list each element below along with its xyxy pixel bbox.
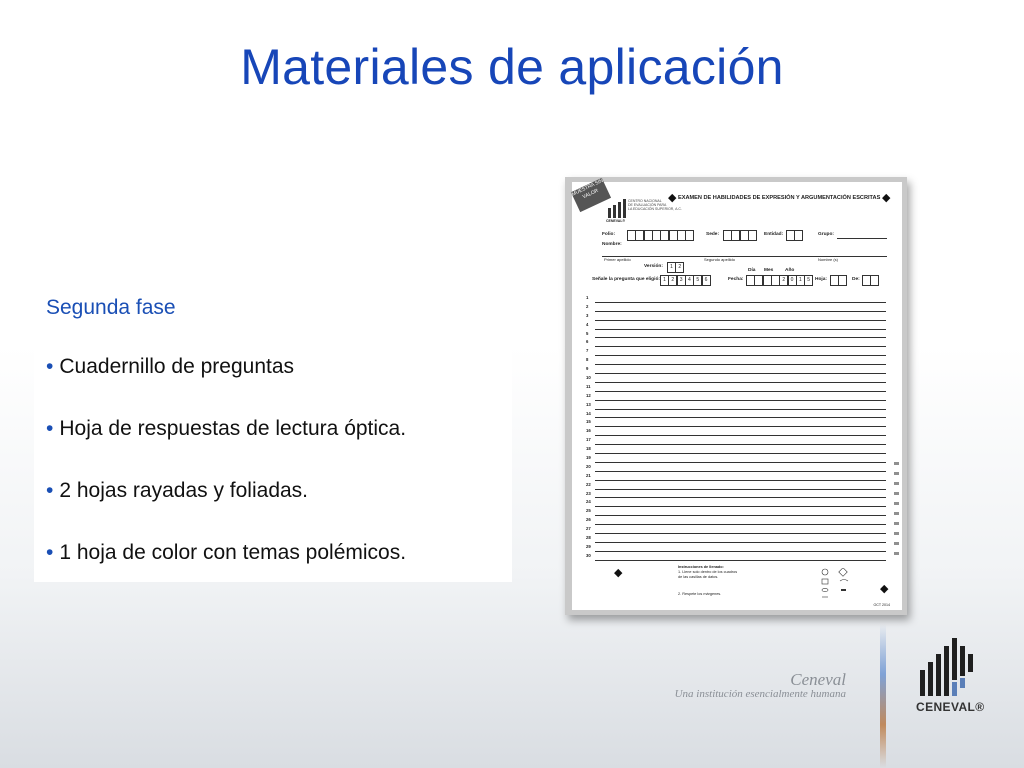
grupo-line xyxy=(837,238,887,239)
writing-line-row: 15 xyxy=(586,419,886,428)
writing-line-row: 12 xyxy=(586,393,886,402)
de-boxes xyxy=(862,275,879,286)
writing-line-row: 29 xyxy=(586,544,886,553)
sample-stamp: MUESTRA SIN VALOR xyxy=(571,178,611,212)
exam-title: EXAMEN DE HABILIDADES DE EXPRESIÓN Y ARGUMENTACIÓN ESCRITAS xyxy=(678,195,881,201)
writing-line-row: 9 xyxy=(586,366,886,375)
version-label: Versión: xyxy=(644,264,663,269)
fecha-label: Fecha: xyxy=(728,277,744,282)
list-item xyxy=(46,414,406,476)
slide-title: Materiales de aplicación xyxy=(240,39,784,95)
list-item-text: Cuadernillo de preguntas xyxy=(59,355,295,378)
version-boxes: 1 2 xyxy=(667,262,684,273)
writing-line-row: 4 xyxy=(586,322,886,331)
folio-label: Folio: xyxy=(602,232,616,237)
ceneval-logo-icon xyxy=(914,636,980,700)
writing-line-row: 13 xyxy=(586,402,886,411)
diamond-mark-icon: ◆ xyxy=(668,192,677,204)
writing-line-row: 16 xyxy=(586,428,886,437)
sede-boxes xyxy=(723,230,756,241)
institution-name: CENTRO NACIONAL DE EVALUACIÓN PARA LA EDUCACIÓN SUPERIOR, A.C. xyxy=(628,199,682,211)
writing-line-row: 18 xyxy=(586,446,886,455)
timing-marks xyxy=(894,462,899,562)
sede-label: Sede: xyxy=(706,232,720,237)
ceneval-mini-logo xyxy=(606,198,628,220)
brand-divider xyxy=(880,624,886,768)
brand-name: Ceneval xyxy=(790,670,846,689)
writing-line-row: 19 xyxy=(586,455,886,464)
writing-line-row: 6 xyxy=(586,339,886,348)
writing-line-row: 8 xyxy=(586,357,886,366)
materials-list xyxy=(46,352,406,600)
writing-line-row: 25 xyxy=(586,508,886,517)
mes-label: Mes xyxy=(764,268,774,273)
grupo-label: Grupo: xyxy=(818,232,834,237)
anio-label: Año xyxy=(785,268,795,273)
list-item xyxy=(46,538,406,600)
writing-line-row: 23 xyxy=(586,491,886,500)
writing-line-row: 17 xyxy=(586,437,886,446)
writing-line-row: 5 xyxy=(586,331,886,340)
list-item-text: 1 hoja de color con temas polémicos. xyxy=(59,541,407,564)
diamond-mark-icon: ◆ xyxy=(880,583,889,595)
writing-line-row: 14 xyxy=(586,411,886,420)
writing-line-row: 27 xyxy=(586,526,886,535)
diamond-mark-icon: ◆ xyxy=(614,567,623,579)
answer-sheet-image xyxy=(570,177,902,610)
writing-line-row: 21 xyxy=(586,473,886,482)
writing-line-row: 30 xyxy=(586,553,886,562)
list-item-text: 2 hojas rayadas y foliadas. xyxy=(59,479,309,502)
list-item xyxy=(46,476,406,538)
writing-line-row: 20 xyxy=(586,464,886,473)
section-heading: Segunda fase xyxy=(46,296,176,319)
nombres-label: Nombre (s) xyxy=(818,257,839,262)
writing-line-row: 1 xyxy=(586,295,886,304)
writing-line-row: 2 xyxy=(586,304,886,313)
entidad-boxes xyxy=(786,230,803,241)
bullet-marker: • xyxy=(46,479,54,502)
writing-line-row: 3 xyxy=(586,313,886,322)
writing-line-row: 24 xyxy=(586,499,886,508)
diamond-mark-icon: ◆ xyxy=(882,192,891,204)
brand-tagline: Una institución esencialmente humana xyxy=(674,688,846,700)
primer-apellido-label: Primer apellido xyxy=(604,257,631,262)
bullet-marker: • xyxy=(46,417,54,440)
bullet-marker: • xyxy=(46,355,54,378)
pregunta-boxes: 1 2 3 4 5 6 xyxy=(660,275,710,286)
nombre-line xyxy=(602,256,887,257)
list-item-text: Hoja de respuestas de lectura óptica. xyxy=(59,417,407,440)
sheet-logo-caption: CENEVAL® xyxy=(606,219,626,223)
writing-line-row: 22 xyxy=(586,482,886,491)
sheet-code: OCT 2014 xyxy=(873,603,890,607)
fill-example-icons xyxy=(820,568,860,602)
de-label: De: xyxy=(852,277,860,282)
bullet-marker: • xyxy=(46,541,54,564)
nombre-label: Nombre: xyxy=(602,242,622,247)
writing-line-row: 10 xyxy=(586,375,886,384)
writing-line-row: 11 xyxy=(586,384,886,393)
hoja-label: Hoja: xyxy=(815,277,827,282)
writing-lines xyxy=(586,295,886,562)
folio-boxes xyxy=(627,230,694,241)
pregunta-label: Señale la pregunta que eligió: xyxy=(592,277,660,282)
hoja-boxes xyxy=(830,275,847,286)
fecha-boxes: 2 0 1 5 xyxy=(746,275,813,286)
entidad-label: Entidad: xyxy=(764,232,784,237)
writing-line-row: 7 xyxy=(586,348,886,357)
writing-line-row: 26 xyxy=(586,517,886,526)
segundo-apellido-label: Segundo apellido xyxy=(704,257,735,262)
brand-logo-text: CENEVAL® xyxy=(916,700,985,714)
fill-instructions: Instrucciones de llenado: 1. Llene solo dentro de los cuadros de las casillas de datos. 2. Respete los márgenes. xyxy=(678,565,738,596)
dia-label: Día xyxy=(748,268,756,273)
writing-line-row: 28 xyxy=(586,535,886,544)
list-item xyxy=(46,352,406,414)
